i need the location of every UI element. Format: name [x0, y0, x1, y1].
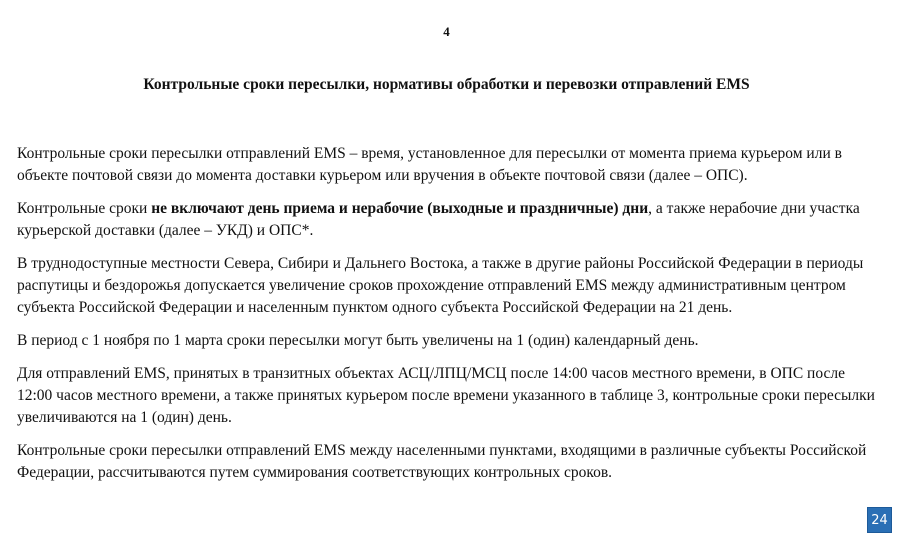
paragraph-late-acceptance: Для отправлений EMS, принятых в транзитных объектах АСЦ/ЛПЦ/МСЦ после 14:00 часов местного времени, в ОПС после 12:00 часов местного времени, а также принятых курьером после времени указанного в таблице 3, контрольные сроки пересылки увеличиваются на 1 (один) день. — [17, 365, 875, 426]
corner-badge-icon[interactable]: 24 — [867, 507, 892, 533]
paragraph-exclusions-start: Контрольные сроки — [17, 200, 152, 217]
paragraph-exclusions-bold: не включают день приема и нерабочие (выходные и праздничные) дни — [151, 200, 649, 217]
paragraph-remote-areas: В труднодоступные местности Севера, Сибири и Дальнего Востока, а также в другие районы Российской Федерации в периоды распутицы и бездорожья допускается увеличение сроков прохождение отправлений EMS между административным центром субъекта Российской Федерации и населенным пунктом одного субъекта Российской Федерации на 21 день. — [17, 255, 864, 316]
paragraph-winter-period: В период с 1 ноября по 1 марта сроки пересылки могут быть увеличены на 1 (один) календарный день. — [17, 332, 699, 349]
paragraph-exclusions — [17, 198, 877, 242]
document-body — [17, 143, 877, 495]
paragraph-exclusions-end: , а также нерабочие дни участка курьерской доставки (далее – УКД) и ОПС*. — [17, 200, 860, 239]
page-number: 4 — [443, 24, 450, 39]
paragraph-summation: Контрольные сроки пересылки отправлений EMS между населенными пунктами, входящими в различные субъекты Российской Федерации, рассчитываются путем суммирования соответствующих контрольных сроков. — [17, 442, 867, 481]
document-title: Контрольные сроки пересылки, нормативы обработки и перевозки отправлений EMS — [143, 76, 750, 93]
paragraph-definition: Контрольные сроки пересылки отправлений EMS – время, установленное для пересылки от момента приема курьером или в объекте почтовой связи до момента доставки курьером или вручения в объекте почтовой связи (далее – ОПС). — [17, 145, 842, 184]
